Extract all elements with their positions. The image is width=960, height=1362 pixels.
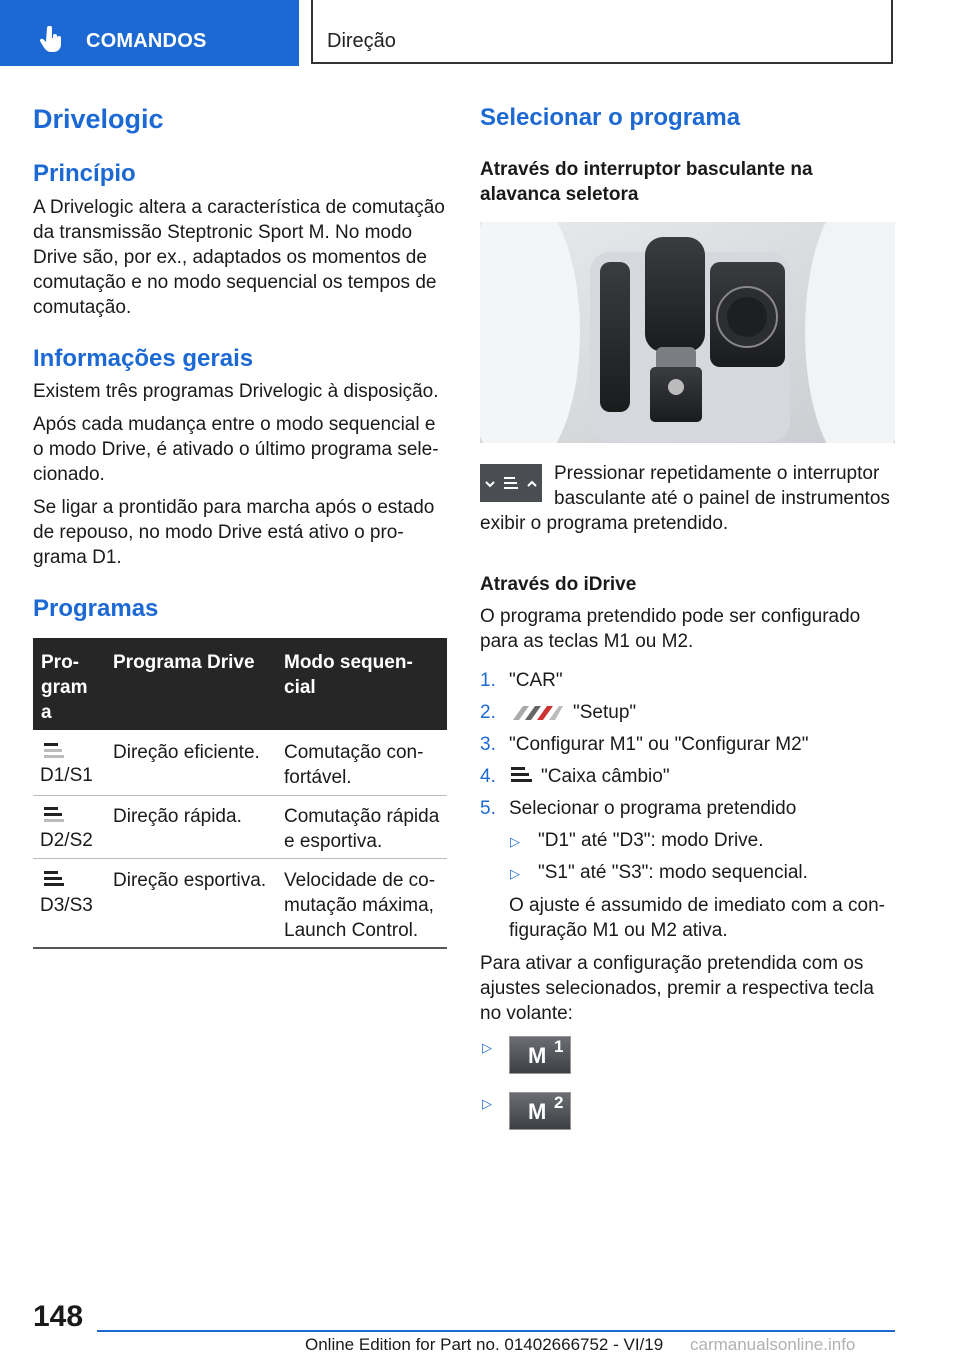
step-4-text: "Caixa câmbio"	[541, 766, 670, 787]
principio-line-3: Drive são, por ex., adaptados os momentos de	[33, 247, 427, 268]
principio-heading: Princípio	[33, 160, 136, 187]
principio-line-4: comutação e no modo sequencial os tempos de	[33, 272, 437, 293]
table-header	[33, 638, 447, 730]
idrive-line-1: O programa pretendido pode ser configurado	[480, 606, 861, 627]
step-2-text: "Setup"	[573, 702, 637, 723]
drivelogic-1-icon	[40, 740, 66, 762]
activate-line-1: Para ativar a configuração pretendida com os	[480, 953, 864, 974]
press-line-1: Pressionar repetidamente o interruptor	[554, 463, 880, 484]
drivelogic-3-icon	[40, 868, 66, 890]
rocker-switch-icon	[480, 464, 542, 502]
table-row-3-seq: Velocidade de co- mutação máxima, Launch Control.	[284, 870, 436, 941]
watermark: carmanualsonline.info	[690, 1335, 856, 1354]
step-5-text: Selecionar o programa pretendido	[509, 798, 797, 819]
press-line-2: basculante até o painel de instrumentos	[554, 488, 890, 509]
step-1-number: 1.	[480, 670, 496, 691]
triangle-bullet-icon: ▷	[510, 866, 520, 881]
sub1-line-1: Através do interruptor basculante na	[480, 159, 813, 180]
info-p2-line-2: o modo Drive, é ativado o último programa sele-	[33, 439, 439, 460]
triangle-bullet-icon: ▷	[482, 1096, 492, 1111]
info-heading: Informações gerais	[33, 345, 254, 372]
footer-rule	[97, 1330, 895, 1332]
sub1-line-2: alavanca seletora	[480, 184, 639, 205]
m1-button-icon: M 1	[509, 1036, 571, 1074]
page-number: 148	[33, 1300, 84, 1333]
m2-button-icon: M 2	[509, 1092, 571, 1130]
section-label: COMANDOS	[86, 30, 207, 52]
chapter-header	[311, 0, 893, 64]
footer-edition: Online Edition for Part no. 01402666752 - VI/19	[305, 1335, 664, 1354]
gear-selector-photo	[480, 222, 895, 443]
table-row-1-program: D1/S1	[40, 765, 93, 786]
triangle-bullet-icon: ▷	[482, 1040, 492, 1055]
table-row-1-drive: Direção eficiente.	[113, 742, 260, 763]
step-4-number: 4.	[480, 766, 496, 787]
table-row-1-seq: Comutação con- fortável.	[284, 742, 424, 788]
step-5-number: 5.	[480, 798, 496, 819]
info-p3-line-1: Se ligar a prontidão para marcha após o estado	[33, 497, 435, 518]
step-3-text: "Configurar M1" ou "Configurar M2"	[509, 734, 809, 755]
info-p3-line-3: grama D1.	[33, 547, 122, 568]
table-row-3-drive: Direção esportiva.	[113, 870, 267, 891]
table-row-2-drive: Direção rápida.	[113, 806, 242, 827]
col-header-programa: Pro- gram a	[41, 652, 88, 723]
activate-line-2: ajustes selecionados, premir a respectiva tecla	[480, 978, 874, 999]
drivelogic-2-icon	[40, 804, 66, 826]
section-tab[interactable]	[0, 0, 299, 66]
programas-heading: Programas	[33, 595, 159, 622]
principio-line-1: A Drivelogic altera a característica de comutação	[33, 197, 445, 218]
note-line-2: figuração M1 ou M2 ativa.	[509, 920, 728, 941]
step-3-number: 3.	[480, 734, 496, 755]
m-stripes-icon	[509, 704, 565, 722]
col-header-drive: Programa Drive	[113, 652, 255, 673]
principio-line-5: comutação.	[33, 297, 132, 318]
table-row-3-program: D3/S3	[40, 895, 93, 916]
sub2-heading: Através do iDrive	[480, 574, 637, 595]
right-title: Selecionar o programa	[480, 104, 741, 131]
table-bottom-rule	[33, 947, 447, 949]
note-line-1: O ajuste é assumido de imediato com a con-	[509, 895, 885, 916]
table-row-divider	[33, 795, 447, 796]
col-header-sequencial: Modo sequen- cial	[284, 652, 413, 698]
idrive-line-2: para as teclas M1 ou M2.	[480, 631, 694, 652]
substep-1: "D1" até "D3": modo Drive.	[538, 830, 764, 851]
triangle-bullet-icon: ▷	[510, 834, 520, 849]
info-p1: Existem três programas Drivelogic à disposição.	[33, 381, 439, 402]
table-row-divider	[33, 858, 447, 859]
gearbox-icon	[509, 764, 535, 786]
step-1-text: "CAR"	[509, 670, 563, 691]
activate-line-3: no volante:	[480, 1003, 573, 1024]
info-p2-line-1: Após cada mudança entre o modo sequencial e	[33, 414, 436, 435]
table-row-2-program: D2/S2	[40, 830, 93, 851]
hand-pointer-icon	[40, 26, 64, 54]
page-title: Drivelogic	[33, 104, 164, 134]
substep-2: "S1" até "S3": modo sequencial.	[538, 862, 808, 883]
principio-line-2: da transmissão Steptronic Sport M. No modo	[33, 222, 413, 243]
press-line-3: exibir o programa pretendido.	[480, 513, 729, 534]
info-p3-line-2: de repouso, no modo Drive está ativo o pro-	[33, 522, 404, 543]
table-row-2-seq: Comutação rápida e esportiva.	[284, 806, 440, 852]
info-p2-line-3: cionado.	[33, 464, 105, 485]
step-2-number: 2.	[480, 702, 496, 723]
chapter-label: Direção	[327, 30, 396, 52]
